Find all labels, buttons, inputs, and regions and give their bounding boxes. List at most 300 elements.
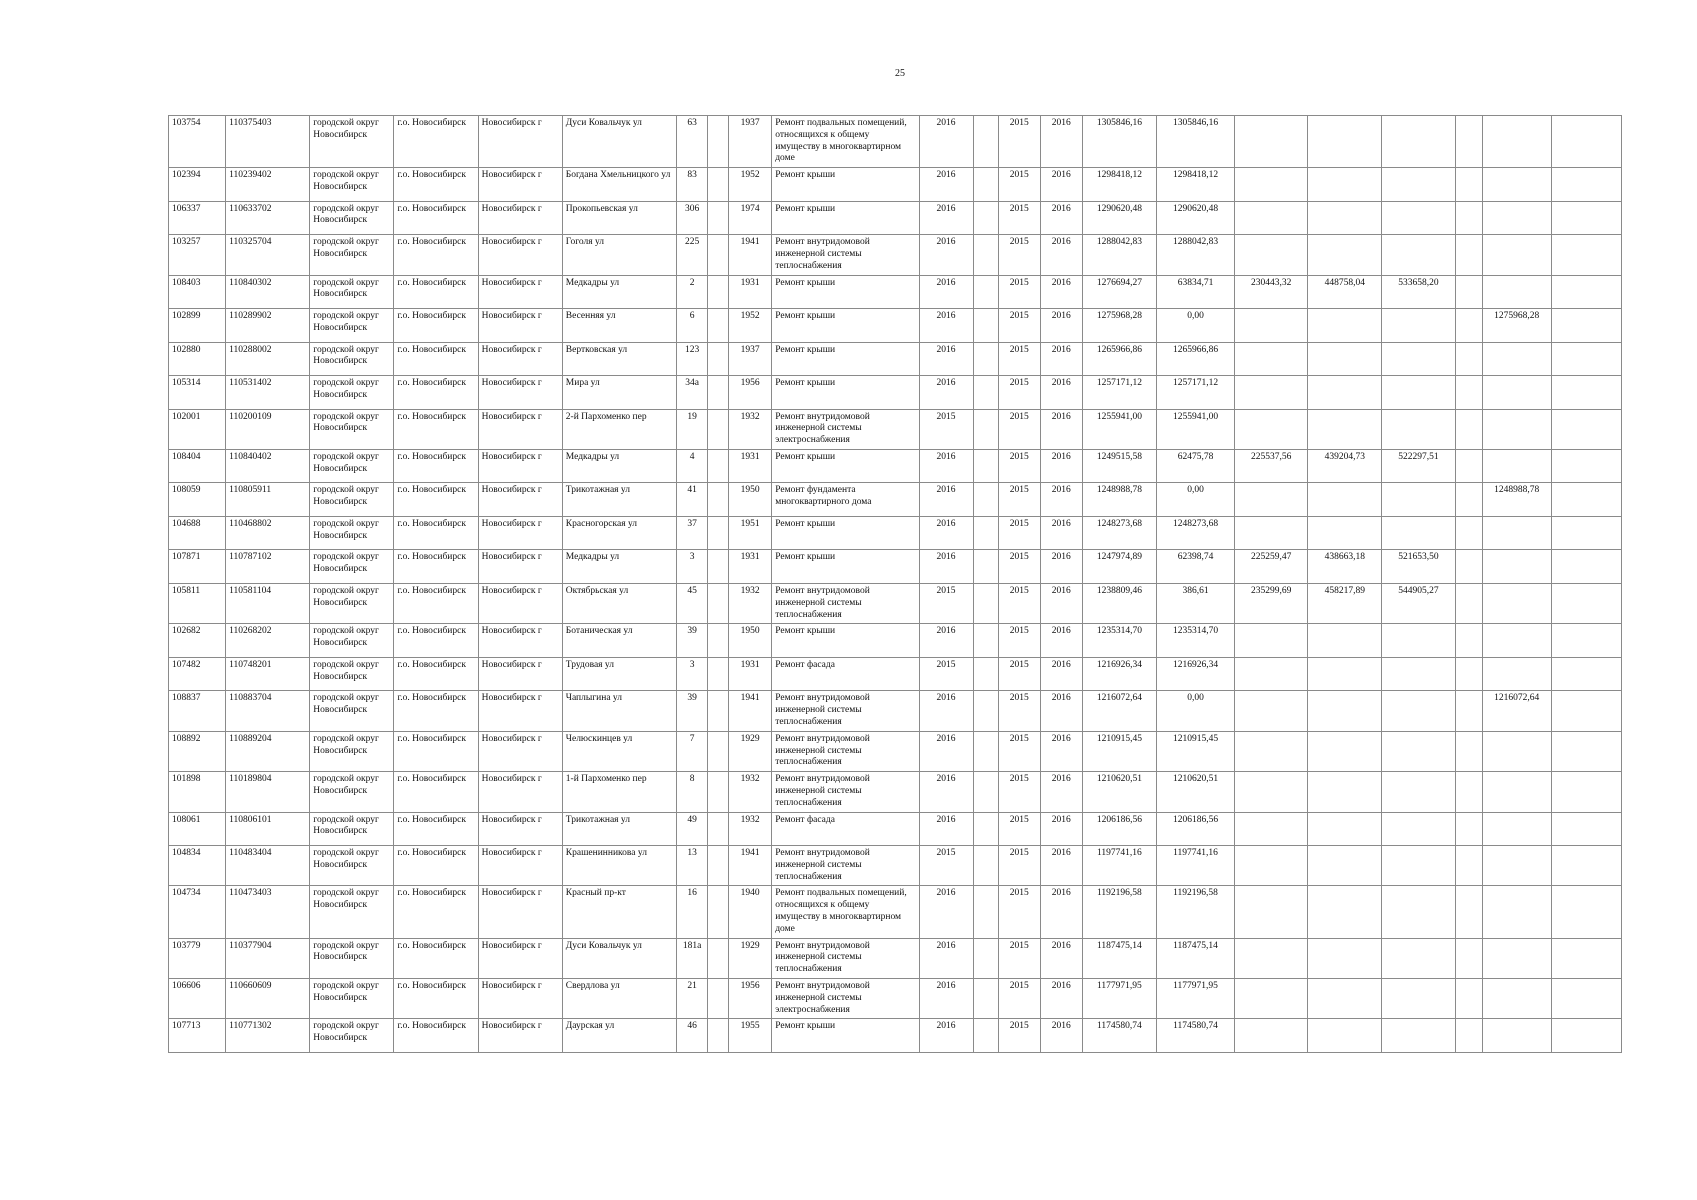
cell-municipality: г.о. Новосибирск: [394, 812, 478, 846]
cell-cost-a: [1235, 376, 1308, 410]
cell-blank1: [973, 168, 998, 202]
cell-id: 102899: [169, 309, 226, 343]
cell-cost-c: [1382, 657, 1455, 691]
cell-municipality: г.о. Новосибирск: [394, 275, 478, 309]
cell-corpus: [708, 168, 729, 202]
cell-year-from: 2015: [998, 376, 1040, 410]
cell-cost-b: 458217,89: [1308, 583, 1382, 623]
cell-cost-total: 1210620,51: [1082, 772, 1156, 812]
table-row: [169, 846, 1622, 886]
cell-cost-e: [1482, 624, 1551, 658]
cell-blank2: [1551, 516, 1621, 550]
cell-blank2: [1551, 376, 1621, 410]
cell-year-to: 2016: [1040, 483, 1082, 517]
cell-code: 110288002: [226, 342, 310, 376]
cell-code: 110883704: [226, 691, 310, 731]
cell-year-built: 1941: [729, 691, 772, 731]
cell-house: 8: [677, 772, 708, 812]
cell-cost-a: [1235, 409, 1308, 449]
cell-cost-a: [1235, 846, 1308, 886]
cell-district: городской округ Новосибирск: [310, 812, 394, 846]
cell-work: Ремонт крыши: [772, 168, 919, 202]
cell-blank1: [973, 772, 998, 812]
cell-house: 37: [677, 516, 708, 550]
cell-year-to: 2016: [1040, 376, 1082, 410]
cell-cost-fund: 1248273,68: [1156, 516, 1234, 550]
cell-id: 104734: [169, 886, 226, 938]
cell-work: Ремонт фасада: [772, 812, 919, 846]
cell-code: 110289902: [226, 309, 310, 343]
cell-cost-b: [1308, 938, 1382, 978]
capital-repair-table: [168, 115, 1622, 1053]
cell-cost-fund: 1255941,00: [1156, 409, 1234, 449]
cell-city: Новосибирск г: [478, 886, 562, 938]
cell-year-from: 2015: [998, 657, 1040, 691]
cell-year-from: 2015: [998, 449, 1040, 483]
cell-blank2: [1551, 691, 1621, 731]
cell-cost-total: 1187475,14: [1082, 938, 1156, 978]
cell-house: 83: [677, 168, 708, 202]
cell-cost-a: [1235, 309, 1308, 343]
table-row: [169, 516, 1622, 550]
cell-year-from: 2015: [998, 116, 1040, 168]
cell-code: 110268202: [226, 624, 310, 658]
cell-municipality: г.о. Новосибирск: [394, 449, 478, 483]
cell-cost-b: [1308, 376, 1382, 410]
cell-blank2: [1551, 168, 1621, 202]
cell-year-to: 2016: [1040, 449, 1082, 483]
cell-district: городской округ Новосибирск: [310, 201, 394, 235]
cell-year-built: 1940: [729, 886, 772, 938]
cell-cost-d: [1455, 235, 1482, 275]
cell-blank2: [1551, 979, 1621, 1019]
cell-cost-c: [1382, 342, 1455, 376]
cell-street: Дуси Ковальчук ул: [562, 938, 676, 978]
cell-cost-total: 1275968,28: [1082, 309, 1156, 343]
cell-cost-a: [1235, 516, 1308, 550]
cell-cost-d: [1455, 772, 1482, 812]
cell-district: городской округ Новосибирск: [310, 846, 394, 886]
cell-street: Медкадры ул: [562, 275, 676, 309]
cell-year-to: 2016: [1040, 812, 1082, 846]
cell-cost-d: [1455, 516, 1482, 550]
cell-cost-b: [1308, 691, 1382, 731]
cell-year-plan: 2016: [919, 772, 973, 812]
cell-code: 110200109: [226, 409, 310, 449]
cell-corpus: [708, 376, 729, 410]
cell-city: Новосибирск г: [478, 938, 562, 978]
cell-work: Ремонт крыши: [772, 449, 919, 483]
cell-city: Новосибирск г: [478, 376, 562, 410]
cell-district: городской округ Новосибирск: [310, 235, 394, 275]
cell-municipality: г.о. Новосибирск: [394, 846, 478, 886]
table-row: [169, 691, 1622, 731]
cell-cost-a: [1235, 938, 1308, 978]
cell-cost-e: [1482, 938, 1551, 978]
cell-year-plan: 2016: [919, 275, 973, 309]
cell-blank1: [973, 449, 998, 483]
table-row: [169, 731, 1622, 771]
cell-cost-c: 544905,27: [1382, 583, 1455, 623]
cell-blank1: [973, 938, 998, 978]
cell-cost-a: 225259,47: [1235, 550, 1308, 584]
cell-cost-b: [1308, 657, 1382, 691]
cell-cost-b: [1308, 624, 1382, 658]
cell-work: Ремонт фундамента многоквартирного дома: [772, 483, 919, 517]
cell-municipality: г.о. Новосибирск: [394, 731, 478, 771]
cell-city: Новосибирск г: [478, 846, 562, 886]
cell-cost-fund: 1290620,48: [1156, 201, 1234, 235]
cell-house: 49: [677, 812, 708, 846]
cell-municipality: г.о. Новосибирск: [394, 550, 478, 584]
cell-cost-total: 1206186,56: [1082, 812, 1156, 846]
cell-cost-fund: 1174580,74: [1156, 1019, 1234, 1053]
cell-code: 110483404: [226, 846, 310, 886]
cell-year-built: 1929: [729, 938, 772, 978]
cell-cost-fund: 0,00: [1156, 309, 1234, 343]
cell-year-plan: 2015: [919, 846, 973, 886]
cell-house: 181а: [677, 938, 708, 978]
cell-district: городской округ Новосибирск: [310, 583, 394, 623]
cell-year-from: 2015: [998, 846, 1040, 886]
cell-district: городской округ Новосибирск: [310, 516, 394, 550]
cell-year-built: 1932: [729, 772, 772, 812]
cell-code: 110660609: [226, 979, 310, 1019]
cell-cost-d: [1455, 886, 1482, 938]
cell-blank2: [1551, 886, 1621, 938]
cell-municipality: г.о. Новосибирск: [394, 342, 478, 376]
cell-year-built: 1951: [729, 516, 772, 550]
cell-year-plan: 2016: [919, 116, 973, 168]
cell-cost-fund: 1257171,12: [1156, 376, 1234, 410]
cell-cost-e: [1482, 275, 1551, 309]
cell-cost-e: 1275968,28: [1482, 309, 1551, 343]
cell-year-to: 2016: [1040, 938, 1082, 978]
cell-cost-b: [1308, 1019, 1382, 1053]
cell-id: 107713: [169, 1019, 226, 1053]
cell-work: Ремонт крыши: [772, 309, 919, 343]
cell-cost-c: [1382, 376, 1455, 410]
cell-cost-total: 1248273,68: [1082, 516, 1156, 550]
cell-cost-e: [1482, 846, 1551, 886]
cell-code: 110771302: [226, 1019, 310, 1053]
cell-year-from: 2015: [998, 979, 1040, 1019]
cell-year-from: 2015: [998, 275, 1040, 309]
cell-cost-c: 522297,51: [1382, 449, 1455, 483]
cell-id: 102001: [169, 409, 226, 449]
cell-cost-c: [1382, 201, 1455, 235]
cell-code: 110840402: [226, 449, 310, 483]
cell-id: 104834: [169, 846, 226, 886]
cell-blank2: [1551, 342, 1621, 376]
cell-blank2: [1551, 938, 1621, 978]
cell-blank2: [1551, 309, 1621, 343]
cell-house: 45: [677, 583, 708, 623]
cell-district: городской округ Новосибирск: [310, 309, 394, 343]
cell-cost-c: [1382, 772, 1455, 812]
cell-cost-fund: 1197741,16: [1156, 846, 1234, 886]
cell-cost-total: 1247974,89: [1082, 550, 1156, 584]
cell-street: Октябрьская ул: [562, 583, 676, 623]
cell-cost-total: 1216926,34: [1082, 657, 1156, 691]
cell-city: Новосибирск г: [478, 691, 562, 731]
cell-blank1: [973, 624, 998, 658]
cell-year-built: 1931: [729, 275, 772, 309]
cell-district: городской округ Новосибирск: [310, 550, 394, 584]
cell-cost-e: [1482, 731, 1551, 771]
cell-cost-c: [1382, 938, 1455, 978]
cell-year-to: 2016: [1040, 1019, 1082, 1053]
cell-municipality: г.о. Новосибирск: [394, 168, 478, 202]
cell-house: 6: [677, 309, 708, 343]
cell-year-to: 2016: [1040, 309, 1082, 343]
cell-work: Ремонт внутридомовой инженерной системы теплоснабжения: [772, 731, 919, 771]
cell-blank1: [973, 483, 998, 517]
cell-house: 3: [677, 657, 708, 691]
cell-blank1: [973, 275, 998, 309]
cell-cost-total: 1216072,64: [1082, 691, 1156, 731]
cell-blank2: [1551, 846, 1621, 886]
cell-cost-a: [1235, 886, 1308, 938]
cell-year-to: 2016: [1040, 342, 1082, 376]
cell-year-built: 1950: [729, 483, 772, 517]
cell-cost-d: [1455, 731, 1482, 771]
cell-house: 4: [677, 449, 708, 483]
cell-cost-total: 1276694,27: [1082, 275, 1156, 309]
cell-district: городской округ Новосибирск: [310, 483, 394, 517]
cell-year-built: 1956: [729, 979, 772, 1019]
cell-street: Красный пр-кт: [562, 886, 676, 938]
cell-blank1: [973, 201, 998, 235]
cell-cost-e: [1482, 979, 1551, 1019]
cell-cost-d: [1455, 409, 1482, 449]
cell-city: Новосибирск г: [478, 624, 562, 658]
cell-cost-total: 1210915,45: [1082, 731, 1156, 771]
cell-cost-fund: 0,00: [1156, 483, 1234, 517]
cell-id: 103754: [169, 116, 226, 168]
cell-blank1: [973, 309, 998, 343]
cell-cost-total: 1248988,78: [1082, 483, 1156, 517]
cell-house: 21: [677, 979, 708, 1019]
cell-year-plan: 2016: [919, 516, 973, 550]
cell-cost-c: [1382, 624, 1455, 658]
cell-blank1: [973, 116, 998, 168]
cell-city: Новосибирск г: [478, 449, 562, 483]
cell-year-plan: 2016: [919, 550, 973, 584]
cell-corpus: [708, 235, 729, 275]
cell-cost-a: [1235, 979, 1308, 1019]
cell-corpus: [708, 979, 729, 1019]
cell-blank2: [1551, 235, 1621, 275]
cell-year-built: 1932: [729, 583, 772, 623]
cell-year-built: 1955: [729, 1019, 772, 1053]
table-row: [169, 201, 1622, 235]
cell-cost-fund: 1235314,70: [1156, 624, 1234, 658]
cell-cost-fund: 1206186,56: [1156, 812, 1234, 846]
cell-year-plan: 2016: [919, 376, 973, 410]
cell-year-to: 2016: [1040, 583, 1082, 623]
cell-blank2: [1551, 1019, 1621, 1053]
cell-year-to: 2016: [1040, 624, 1082, 658]
cell-year-to: 2016: [1040, 168, 1082, 202]
cell-municipality: г.о. Новосибирск: [394, 1019, 478, 1053]
cell-cost-fund: 1288042,83: [1156, 235, 1234, 275]
table-body: [169, 116, 1622, 1053]
cell-cost-d: [1455, 201, 1482, 235]
cell-blank1: [973, 812, 998, 846]
cell-cost-total: 1298418,12: [1082, 168, 1156, 202]
cell-street: Крашенинникова ул: [562, 846, 676, 886]
cell-code: 110840302: [226, 275, 310, 309]
cell-year-from: 2015: [998, 812, 1040, 846]
cell-city: Новосибирск г: [478, 731, 562, 771]
cell-cost-e: [1482, 812, 1551, 846]
cell-cost-total: 1265966,86: [1082, 342, 1156, 376]
cell-cost-a: [1235, 772, 1308, 812]
cell-cost-e: [1482, 235, 1551, 275]
cell-municipality: г.о. Новосибирск: [394, 201, 478, 235]
cell-cost-d: [1455, 275, 1482, 309]
cell-municipality: г.о. Новосибирск: [394, 483, 478, 517]
cell-corpus: [708, 342, 729, 376]
cell-cost-a: 230443,32: [1235, 275, 1308, 309]
cell-street: Мира ул: [562, 376, 676, 410]
cell-year-from: 2015: [998, 772, 1040, 812]
cell-blank1: [973, 979, 998, 1019]
cell-year-to: 2016: [1040, 516, 1082, 550]
cell-id: 102682: [169, 624, 226, 658]
cell-year-plan: 2016: [919, 168, 973, 202]
cell-street: Ботаническая ул: [562, 624, 676, 658]
cell-street: 2-й Пархоменко пер: [562, 409, 676, 449]
cell-district: городской округ Новосибирск: [310, 624, 394, 658]
cell-corpus: [708, 846, 729, 886]
cell-cost-e: [1482, 116, 1551, 168]
cell-blank2: [1551, 201, 1621, 235]
cell-year-plan: 2016: [919, 624, 973, 658]
cell-cost-a: [1235, 235, 1308, 275]
cell-street: Трудовая ул: [562, 657, 676, 691]
cell-cost-fund: 62475,78: [1156, 449, 1234, 483]
cell-cost-c: [1382, 846, 1455, 886]
cell-district: городской округ Новосибирск: [310, 449, 394, 483]
cell-code: 110581104: [226, 583, 310, 623]
cell-cost-fund: 1265966,86: [1156, 342, 1234, 376]
cell-id: 106337: [169, 201, 226, 235]
cell-district: городской округ Новосибирск: [310, 979, 394, 1019]
cell-cost-c: [1382, 116, 1455, 168]
cell-corpus: [708, 275, 729, 309]
cell-corpus: [708, 201, 729, 235]
cell-work: Ремонт подвальных помещений, относящихся к общему имуществу в многоквартирном доме: [772, 116, 919, 168]
cell-year-built: 1952: [729, 168, 772, 202]
cell-corpus: [708, 886, 729, 938]
cell-house: 19: [677, 409, 708, 449]
cell-blank1: [973, 235, 998, 275]
table-row: [169, 275, 1622, 309]
cell-year-plan: 2015: [919, 657, 973, 691]
cell-municipality: г.о. Новосибирск: [394, 235, 478, 275]
cell-year-built: 1950: [729, 624, 772, 658]
table-row: [169, 449, 1622, 483]
cell-cost-e: [1482, 409, 1551, 449]
cell-cost-c: [1382, 235, 1455, 275]
table-row: [169, 812, 1622, 846]
cell-cost-total: 1257171,12: [1082, 376, 1156, 410]
cell-cost-a: [1235, 731, 1308, 771]
cell-blank1: [973, 583, 998, 623]
cell-blank1: [973, 731, 998, 771]
cell-cost-total: 1177971,95: [1082, 979, 1156, 1019]
cell-cost-b: 438663,18: [1308, 550, 1382, 584]
cell-cost-b: [1308, 409, 1382, 449]
cell-municipality: г.о. Новосибирск: [394, 409, 478, 449]
cell-year-built: 1952: [729, 309, 772, 343]
table-row: [169, 657, 1622, 691]
cell-city: Новосибирск г: [478, 772, 562, 812]
cell-id: 104688: [169, 516, 226, 550]
cell-cost-fund: 1187475,14: [1156, 938, 1234, 978]
cell-year-from: 2015: [998, 1019, 1040, 1053]
cell-municipality: г.о. Новосибирск: [394, 376, 478, 410]
table-row: [169, 309, 1622, 343]
cell-year-built: 1929: [729, 731, 772, 771]
cell-municipality: г.о. Новосибирск: [394, 886, 478, 938]
cell-cost-e: [1482, 201, 1551, 235]
cell-cost-a: [1235, 657, 1308, 691]
cell-year-to: 2016: [1040, 691, 1082, 731]
cell-work: Ремонт крыши: [772, 516, 919, 550]
cell-corpus: [708, 772, 729, 812]
cell-district: городской округ Новосибирск: [310, 116, 394, 168]
cell-cost-a: 225537,56: [1235, 449, 1308, 483]
cell-year-to: 2016: [1040, 409, 1082, 449]
cell-year-to: 2016: [1040, 550, 1082, 584]
cell-cost-a: 235299,69: [1235, 583, 1308, 623]
cell-cost-fund: 63834,71: [1156, 275, 1234, 309]
cell-house: 3: [677, 550, 708, 584]
cell-year-built: 1937: [729, 116, 772, 168]
cell-cost-a: [1235, 201, 1308, 235]
cell-code: 110473403: [226, 886, 310, 938]
cell-blank1: [973, 516, 998, 550]
cell-blank2: [1551, 483, 1621, 517]
cell-year-from: 2015: [998, 731, 1040, 771]
cell-street: Весенняя ул: [562, 309, 676, 343]
cell-cost-a: [1235, 812, 1308, 846]
cell-municipality: г.о. Новосибирск: [394, 309, 478, 343]
cell-city: Новосибирск г: [478, 516, 562, 550]
cell-year-built: 1941: [729, 846, 772, 886]
cell-district: городской округ Новосибирск: [310, 938, 394, 978]
cell-cost-e: [1482, 516, 1551, 550]
cell-street: Красногорская ул: [562, 516, 676, 550]
cell-cost-a: [1235, 624, 1308, 658]
cell-cost-fund: 1210915,45: [1156, 731, 1234, 771]
cell-cost-e: [1482, 449, 1551, 483]
cell-street: Дуси Ковальчук ул: [562, 116, 676, 168]
cell-municipality: г.о. Новосибирск: [394, 624, 478, 658]
cell-blank1: [973, 657, 998, 691]
cell-cost-b: [1308, 116, 1382, 168]
cell-cost-fund: 1305846,16: [1156, 116, 1234, 168]
cell-cost-total: 1235314,70: [1082, 624, 1156, 658]
cell-work: Ремонт крыши: [772, 1019, 919, 1053]
cell-cost-b: [1308, 342, 1382, 376]
cell-code: 110806101: [226, 812, 310, 846]
cell-code: 110189804: [226, 772, 310, 812]
cell-year-from: 2015: [998, 583, 1040, 623]
